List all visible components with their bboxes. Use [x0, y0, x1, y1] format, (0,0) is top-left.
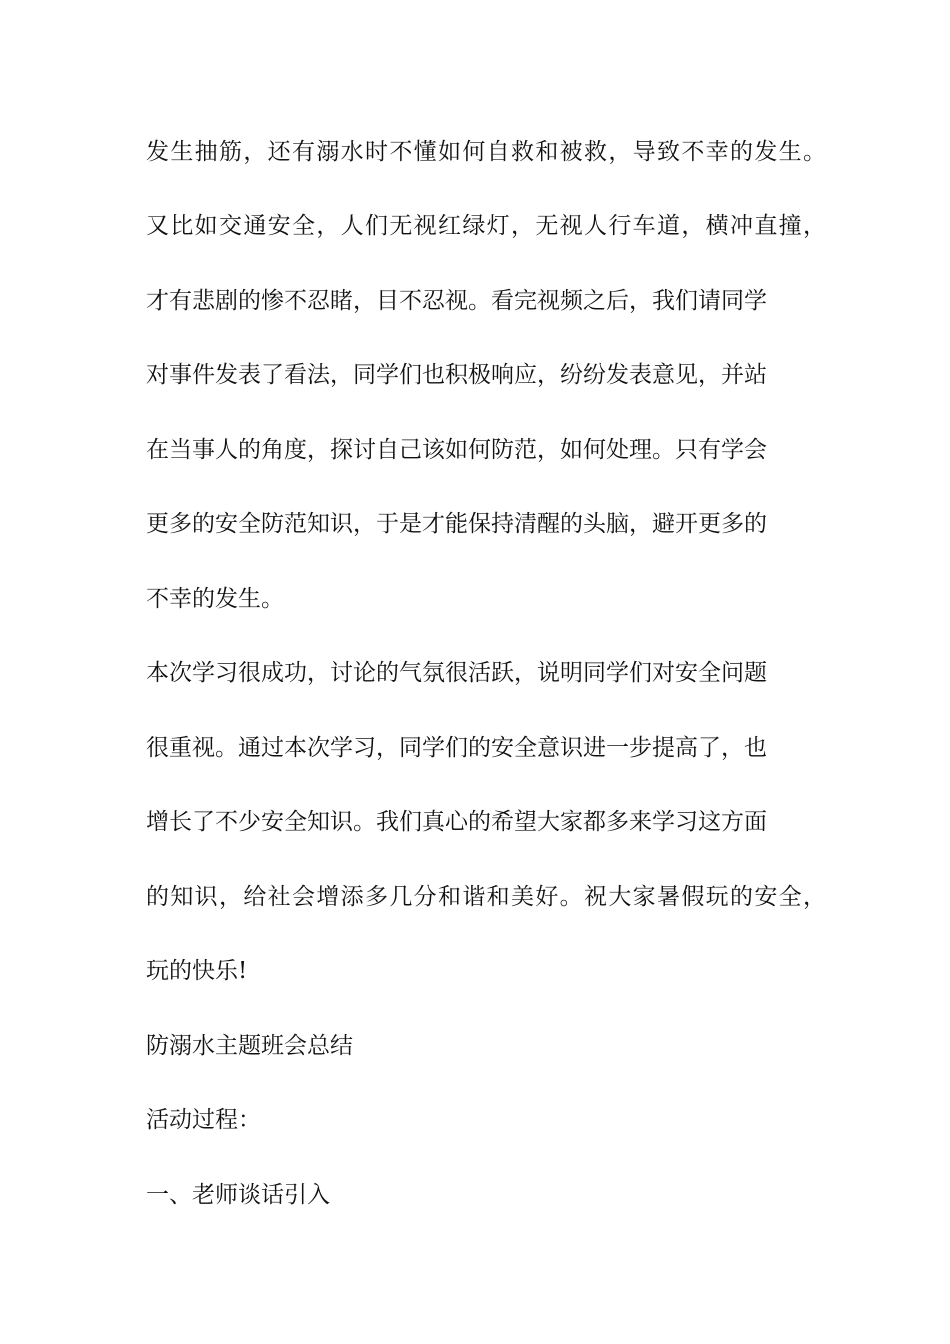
paragraph-line-3: 才有悲剧的惨不忍睹，目不忍视。看完视频之后，我们请同学 [146, 288, 767, 314]
section-title: 防溺水主题班会总结 [146, 1033, 353, 1059]
paragraph-line-11: 的知识，给社会增添多几分和谐和美好。祝大家暑假玩的安全， [146, 884, 826, 910]
paragraph-line-4: 对事件发表了看法，同学们也积极响应，纷纷发表意见，并站 [146, 362, 767, 388]
paragraph-line-6: 更多的安全防范知识，于是才能保持清醒的头脑，避开更多的 [146, 511, 767, 537]
list-item-1: 一、老师谈话引入 [146, 1182, 330, 1208]
subheading: 活动过程： [146, 1107, 261, 1133]
paragraph-line-10: 增长了不少安全知识。我们真心的希望大家都多来学习这方面 [146, 809, 767, 835]
paragraph-line-1: 发生抽筋，还有溺水时不懂如何自救和被救，导致不幸的发生。 [146, 139, 826, 165]
paragraph-line-8: 本次学习很成功，讨论的气氛很活跃，说明同学们对安全问题 [146, 660, 767, 686]
paragraph-line-2: 又比如交通安全，人们无视红绿灯，无视人行车道，横冲直撞， [146, 213, 826, 239]
paragraph-line-9: 很重视。通过本次学习，同学们的安全意识进一步提高了，也 [146, 735, 767, 761]
paragraph-line-5: 在当事人的角度，探讨自己该如何防范，如何处理。只有学会 [146, 437, 767, 463]
paragraph-line-7: 不幸的发生。 [146, 586, 284, 612]
paragraph-line-12: 玩的快乐! [146, 958, 248, 984]
